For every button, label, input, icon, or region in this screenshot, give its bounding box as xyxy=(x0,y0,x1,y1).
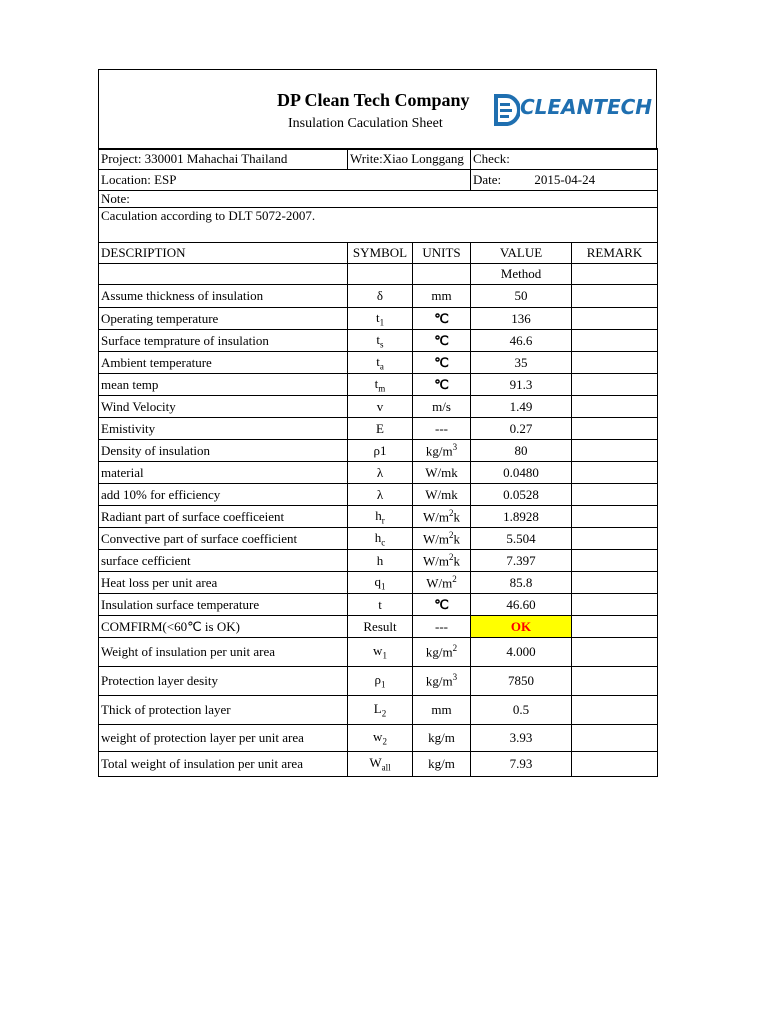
row-description: Thick of protection layer xyxy=(99,696,348,725)
row-value: 7.93 xyxy=(471,752,572,777)
row-remark xyxy=(572,352,658,374)
symbol-main: h xyxy=(375,507,382,523)
symbol-subscript: c xyxy=(381,537,386,548)
units-tail: k xyxy=(453,553,460,569)
table-row xyxy=(99,550,658,572)
units-main: ℃ xyxy=(434,354,449,370)
row-units xyxy=(413,484,471,506)
symbol-subscript: r xyxy=(381,515,385,526)
row-symbol xyxy=(348,725,413,752)
note-cell: Note: xyxy=(99,191,658,208)
method-empty-cell xyxy=(99,264,348,285)
row-remark xyxy=(572,616,658,638)
row-description: Assume thickness of insulation xyxy=(99,285,348,308)
row-description: Protection layer desity xyxy=(99,667,348,696)
units-main: W/m xyxy=(423,531,449,547)
row-units xyxy=(413,396,471,418)
row-symbol xyxy=(348,752,413,777)
units-main: W/mk xyxy=(425,486,458,502)
insulation-sheet xyxy=(98,69,657,777)
note-row xyxy=(99,191,658,208)
row-description: mean temp xyxy=(99,374,348,396)
symbol-main: t xyxy=(375,309,380,325)
units-main: kg/m xyxy=(425,644,453,660)
symbol-subscript: all xyxy=(381,762,391,773)
row-remark xyxy=(572,484,658,506)
table-row xyxy=(99,696,658,725)
units-main: kg/m xyxy=(425,443,453,459)
table-row xyxy=(99,352,658,374)
units-superscript: 2 xyxy=(449,529,454,540)
row-symbol xyxy=(348,696,413,725)
method-empty-cell xyxy=(413,264,471,285)
row-remark xyxy=(572,638,658,667)
calc-basis-row xyxy=(99,208,658,243)
units-main: mm xyxy=(431,288,452,303)
col-value: VALUE xyxy=(471,243,572,264)
row-value: 46.6 xyxy=(471,330,572,352)
table-row xyxy=(99,330,658,352)
row-units xyxy=(413,572,471,594)
row-symbol xyxy=(348,396,413,418)
row-value: 3.93 xyxy=(471,725,572,752)
table-row xyxy=(99,616,658,638)
row-symbol xyxy=(348,440,413,462)
row-remark xyxy=(572,374,658,396)
symbol-subscript: 1 xyxy=(379,317,385,328)
row-symbol xyxy=(348,484,413,506)
company-logo xyxy=(494,92,653,128)
row-description: Operating temperature xyxy=(99,308,348,330)
row-value: 136 xyxy=(471,308,572,330)
row-remark xyxy=(572,572,658,594)
units-main: ℃ xyxy=(434,332,449,348)
row-value: 0.5 xyxy=(471,696,572,725)
row-remark xyxy=(572,462,658,484)
logo-wordmark: CLEANTECH xyxy=(520,95,653,119)
symbol-main: w xyxy=(373,643,383,659)
row-units xyxy=(413,506,471,528)
row-value: 0.0480 xyxy=(471,462,572,484)
units-superscript: 2 xyxy=(452,573,457,584)
row-symbol xyxy=(348,594,413,616)
symbol-main: q xyxy=(374,573,381,589)
location-row xyxy=(99,170,658,191)
symbol-main: δ xyxy=(376,288,384,303)
row-value: 46.60 xyxy=(471,594,572,616)
units-main: mm xyxy=(431,702,452,717)
symbol-main: h xyxy=(374,529,382,545)
table-row xyxy=(99,638,658,667)
row-value: 7850 xyxy=(471,667,572,696)
row-units xyxy=(413,696,471,725)
symbol-subscript: 1 xyxy=(381,581,386,592)
row-remark xyxy=(572,285,658,308)
table-row xyxy=(99,528,658,550)
row-description: material xyxy=(99,462,348,484)
symbol-main: E xyxy=(376,420,384,436)
row-units xyxy=(413,528,471,550)
units-main: kg/m xyxy=(428,730,455,745)
table-row xyxy=(99,752,658,777)
symbol-subscript: m xyxy=(378,383,386,394)
row-symbol xyxy=(348,330,413,352)
symbol-subscript: 1 xyxy=(382,650,387,661)
units-superscript: 2 xyxy=(452,643,458,654)
table-row xyxy=(99,667,658,696)
row-remark xyxy=(572,594,658,616)
units-superscript: 2 xyxy=(449,507,454,518)
units-superscript: 3 xyxy=(452,672,458,683)
row-symbol xyxy=(348,308,413,330)
row-remark xyxy=(572,752,658,777)
row-units xyxy=(413,616,471,638)
col-units: UNITS xyxy=(413,243,471,264)
units-tail: k xyxy=(453,531,460,547)
row-symbol xyxy=(348,616,413,638)
row-symbol xyxy=(348,374,413,396)
row-symbol xyxy=(348,528,413,550)
row-value: 7.397 xyxy=(471,550,572,572)
row-units xyxy=(413,752,471,777)
row-value: 4.000 xyxy=(471,638,572,667)
row-units xyxy=(413,667,471,696)
row-remark xyxy=(572,528,658,550)
table-row xyxy=(99,572,658,594)
row-units xyxy=(413,462,471,484)
row-symbol xyxy=(348,506,413,528)
row-remark xyxy=(572,550,658,572)
symbol-main: Result xyxy=(363,618,397,634)
table-row xyxy=(99,440,658,462)
company-name: DP Clean Tech Company xyxy=(277,90,470,110)
symbol-subscript: a xyxy=(379,361,384,372)
row-description: Insulation surface temperature xyxy=(99,594,348,616)
table-row xyxy=(99,725,658,752)
row-description: weight of protection layer per unit area xyxy=(99,725,348,752)
row-remark xyxy=(572,440,658,462)
units-main: ℃ xyxy=(434,596,449,612)
table-row xyxy=(99,594,658,616)
row-value: 0.0528 xyxy=(471,484,572,506)
symbol-main: t xyxy=(376,331,381,347)
col-remark: REMARK xyxy=(572,243,658,264)
row-symbol xyxy=(348,638,413,667)
row-value: 35 xyxy=(471,352,572,374)
row-remark xyxy=(572,308,658,330)
location-cell: Location: ESP xyxy=(99,170,471,191)
table-row xyxy=(99,308,658,330)
row-value: 85.8 xyxy=(471,572,572,594)
row-symbol xyxy=(348,418,413,440)
row-description: surface cefficient xyxy=(99,550,348,572)
row-symbol xyxy=(348,550,413,572)
row-description: Weight of insulation per unit area xyxy=(99,638,348,667)
row-value: 1.8928 xyxy=(471,506,572,528)
row-units xyxy=(413,550,471,572)
symbol-main: t xyxy=(378,596,382,612)
row-remark xyxy=(572,667,658,696)
symbol-subscript: 1 xyxy=(381,679,386,690)
table-row xyxy=(99,484,658,506)
units-main: W/m xyxy=(423,553,449,569)
project-cell: Project: 330001 Mahachai Thailand xyxy=(99,149,348,170)
symbol-subscript: s xyxy=(380,339,384,350)
col-description: DESCRIPTION xyxy=(99,243,348,264)
row-remark xyxy=(572,330,658,352)
symbol-main: λ xyxy=(376,486,384,502)
row-remark xyxy=(572,725,658,752)
row-value: 0.27 xyxy=(471,418,572,440)
calc-basis-cell: Caculation according to DLT 5072-2007. xyxy=(99,208,658,243)
row-value: 1.49 xyxy=(471,396,572,418)
symbol-main: v xyxy=(376,398,384,414)
row-remark xyxy=(572,418,658,440)
row-units xyxy=(413,308,471,330)
row-units xyxy=(413,374,471,396)
date-cell xyxy=(471,170,658,191)
row-units xyxy=(413,725,471,752)
units-main: kg/m xyxy=(425,673,453,689)
row-units xyxy=(413,285,471,308)
row-description: add 10% for efficiency xyxy=(99,484,348,506)
symbol-main: ρ1 xyxy=(373,442,387,458)
row-remark xyxy=(572,506,658,528)
symbol-main: ρ xyxy=(374,672,381,688)
project-row xyxy=(99,149,658,170)
row-symbol xyxy=(348,572,413,594)
table-row xyxy=(99,418,658,440)
method-empty-cell xyxy=(348,264,413,285)
row-symbol xyxy=(348,462,413,484)
symbol-main: W xyxy=(369,755,382,771)
table-row xyxy=(99,374,658,396)
row-description: Convective part of surface coefficient xyxy=(99,528,348,550)
row-value: 5.504 xyxy=(471,528,572,550)
units-tail: k xyxy=(453,509,460,525)
row-symbol xyxy=(348,285,413,308)
symbol-main: h xyxy=(376,552,384,568)
row-description: Total weight of insulation per unit area xyxy=(99,752,348,777)
units-main: ℃ xyxy=(434,310,449,326)
row-symbol xyxy=(348,667,413,696)
units-superscript: 2 xyxy=(449,551,454,562)
row-units xyxy=(413,440,471,462)
symbol-main: λ xyxy=(376,464,384,480)
row-description: Surface temprature of insulation xyxy=(99,330,348,352)
write-cell: Write:Xiao Longgang xyxy=(348,149,471,170)
symbol-main: w xyxy=(373,729,383,745)
units-main: W/m xyxy=(423,509,449,525)
symbol-main: t xyxy=(376,353,380,369)
symbol-subscript: 2 xyxy=(382,736,387,747)
result-ok-badge: OK xyxy=(471,616,572,638)
row-value: 50 xyxy=(471,285,572,308)
units-main: --- xyxy=(435,420,448,436)
row-symbol xyxy=(348,352,413,374)
col-symbol: SYMBOL xyxy=(348,243,413,264)
method-label: Method xyxy=(471,264,572,285)
units-superscript: 3 xyxy=(452,441,458,452)
check-cell: Check: xyxy=(471,149,658,170)
calc-table xyxy=(98,148,658,777)
table-row xyxy=(99,285,658,308)
symbol-main: L xyxy=(373,701,382,717)
units-main: kg/m xyxy=(428,756,455,771)
table-row xyxy=(99,396,658,418)
row-description: Density of insulation xyxy=(99,440,348,462)
row-description: Heat loss per unit area xyxy=(99,572,348,594)
units-main: --- xyxy=(435,618,448,634)
units-main: W/mk xyxy=(425,464,458,480)
row-description: Wind Velocity xyxy=(99,396,348,418)
units-main: m/s xyxy=(432,398,451,414)
table-row xyxy=(99,506,658,528)
column-header-row xyxy=(99,243,658,264)
row-units xyxy=(413,594,471,616)
row-units xyxy=(413,418,471,440)
logo-d-icon xyxy=(494,94,520,126)
symbol-subscript: 2 xyxy=(381,708,387,719)
sheet-header xyxy=(98,69,657,150)
units-main: ℃ xyxy=(434,376,449,392)
row-remark xyxy=(572,396,658,418)
row-units xyxy=(413,330,471,352)
row-remark xyxy=(572,696,658,725)
row-description: COMFIRM(<60℃ is OK) xyxy=(99,616,348,638)
date-value: 2015-04-24 xyxy=(534,172,596,187)
row-units xyxy=(413,638,471,667)
symbol-main: t xyxy=(374,375,379,391)
row-value: 91.3 xyxy=(471,374,572,396)
method-row xyxy=(99,264,658,285)
table-row xyxy=(99,462,658,484)
units-main: W/m xyxy=(426,575,453,591)
row-value: 80 xyxy=(471,440,572,462)
row-units xyxy=(413,352,471,374)
row-description: Emistivity xyxy=(99,418,348,440)
row-description: Radiant part of surface coefficeient xyxy=(99,506,348,528)
method-empty-cell xyxy=(572,264,658,285)
sheet-subtitle: Insulation Caculation Sheet xyxy=(288,116,443,131)
row-description: Ambient temperature xyxy=(99,352,348,374)
date-label: Date: xyxy=(473,172,502,187)
